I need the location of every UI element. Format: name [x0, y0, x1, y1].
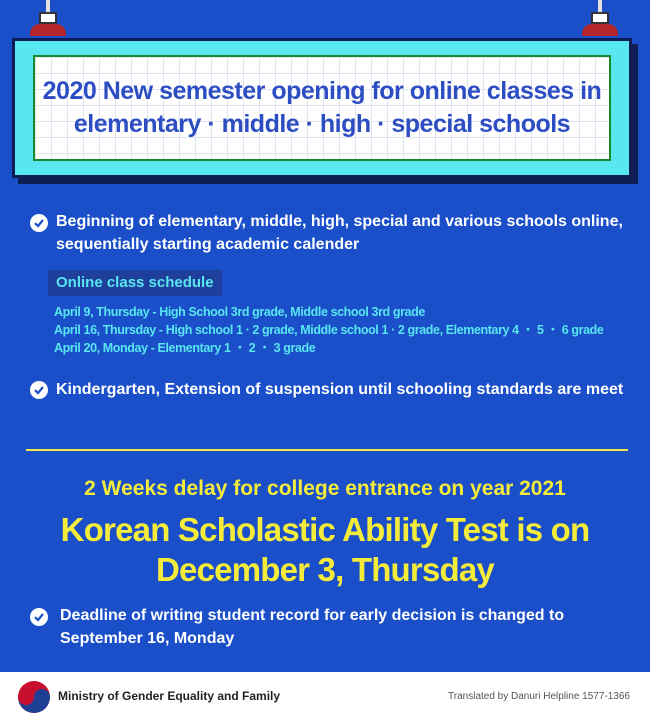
section-divider: [26, 449, 628, 451]
translation-credit: Translated by Danuri Helpline 1577-1366: [448, 691, 630, 702]
bullet-kindergarten: Kindergarten, Extension of suspension until schooling standards are meet: [56, 381, 624, 398]
taegeuk-emblem-icon: [18, 681, 50, 713]
title-board: [12, 38, 632, 178]
csat-date-heading: [0, 510, 650, 590]
check-circle-icon: [30, 608, 48, 626]
check-circle-icon: [30, 381, 48, 399]
bullet-line: sequentially starting academic calender: [56, 236, 360, 253]
schedule-line-april-20: April 20, Monday - Elementary 1 ・ 2 ・ 3 grade: [54, 341, 316, 355]
schedule-label: Online class schedule: [48, 270, 222, 296]
bullet-line: September 16, Monday: [60, 630, 235, 647]
page-title: [43, 75, 602, 141]
bullet-schools-online: [56, 210, 636, 256]
csat-line-1: Korean Scholastic Ability Test is on: [60, 511, 590, 548]
schedule-line-april-16: April 16, Thursday - High school 1 · 2 grade, Middle school 1 · 2 grade, Elementary 4 ・ 5 ・ 6 grade: [54, 323, 604, 337]
bullet-deadline: [60, 604, 636, 650]
hanging-lamp-icon-left: [28, 0, 68, 36]
college-delay-heading: 2 Weeks delay for college entrance on year 2021: [84, 477, 566, 500]
footer: [0, 672, 650, 720]
bullet-line: Deadline of writing student record for early decision is changed to: [60, 607, 565, 624]
ministry-name: Ministry of Gender Equality and Family: [58, 689, 281, 703]
schedule-line-april-9: April 9, Thursday - High School 3rd grade, Middle school 3rd grade: [54, 305, 425, 319]
title-board-inner: [33, 55, 611, 161]
hanging-lamp-icon-right: [580, 0, 620, 36]
csat-line-2: December 3, Thursday: [156, 551, 494, 588]
check-circle-icon: [30, 214, 48, 232]
page-title-line-2: elementary · middle · high · special schools: [73, 110, 571, 138]
page-title-line-1: 2020 New semester opening for online classes in: [42, 77, 602, 105]
bullet-line: Beginning of elementary, middle, high, special and various schools online,: [56, 213, 623, 230]
